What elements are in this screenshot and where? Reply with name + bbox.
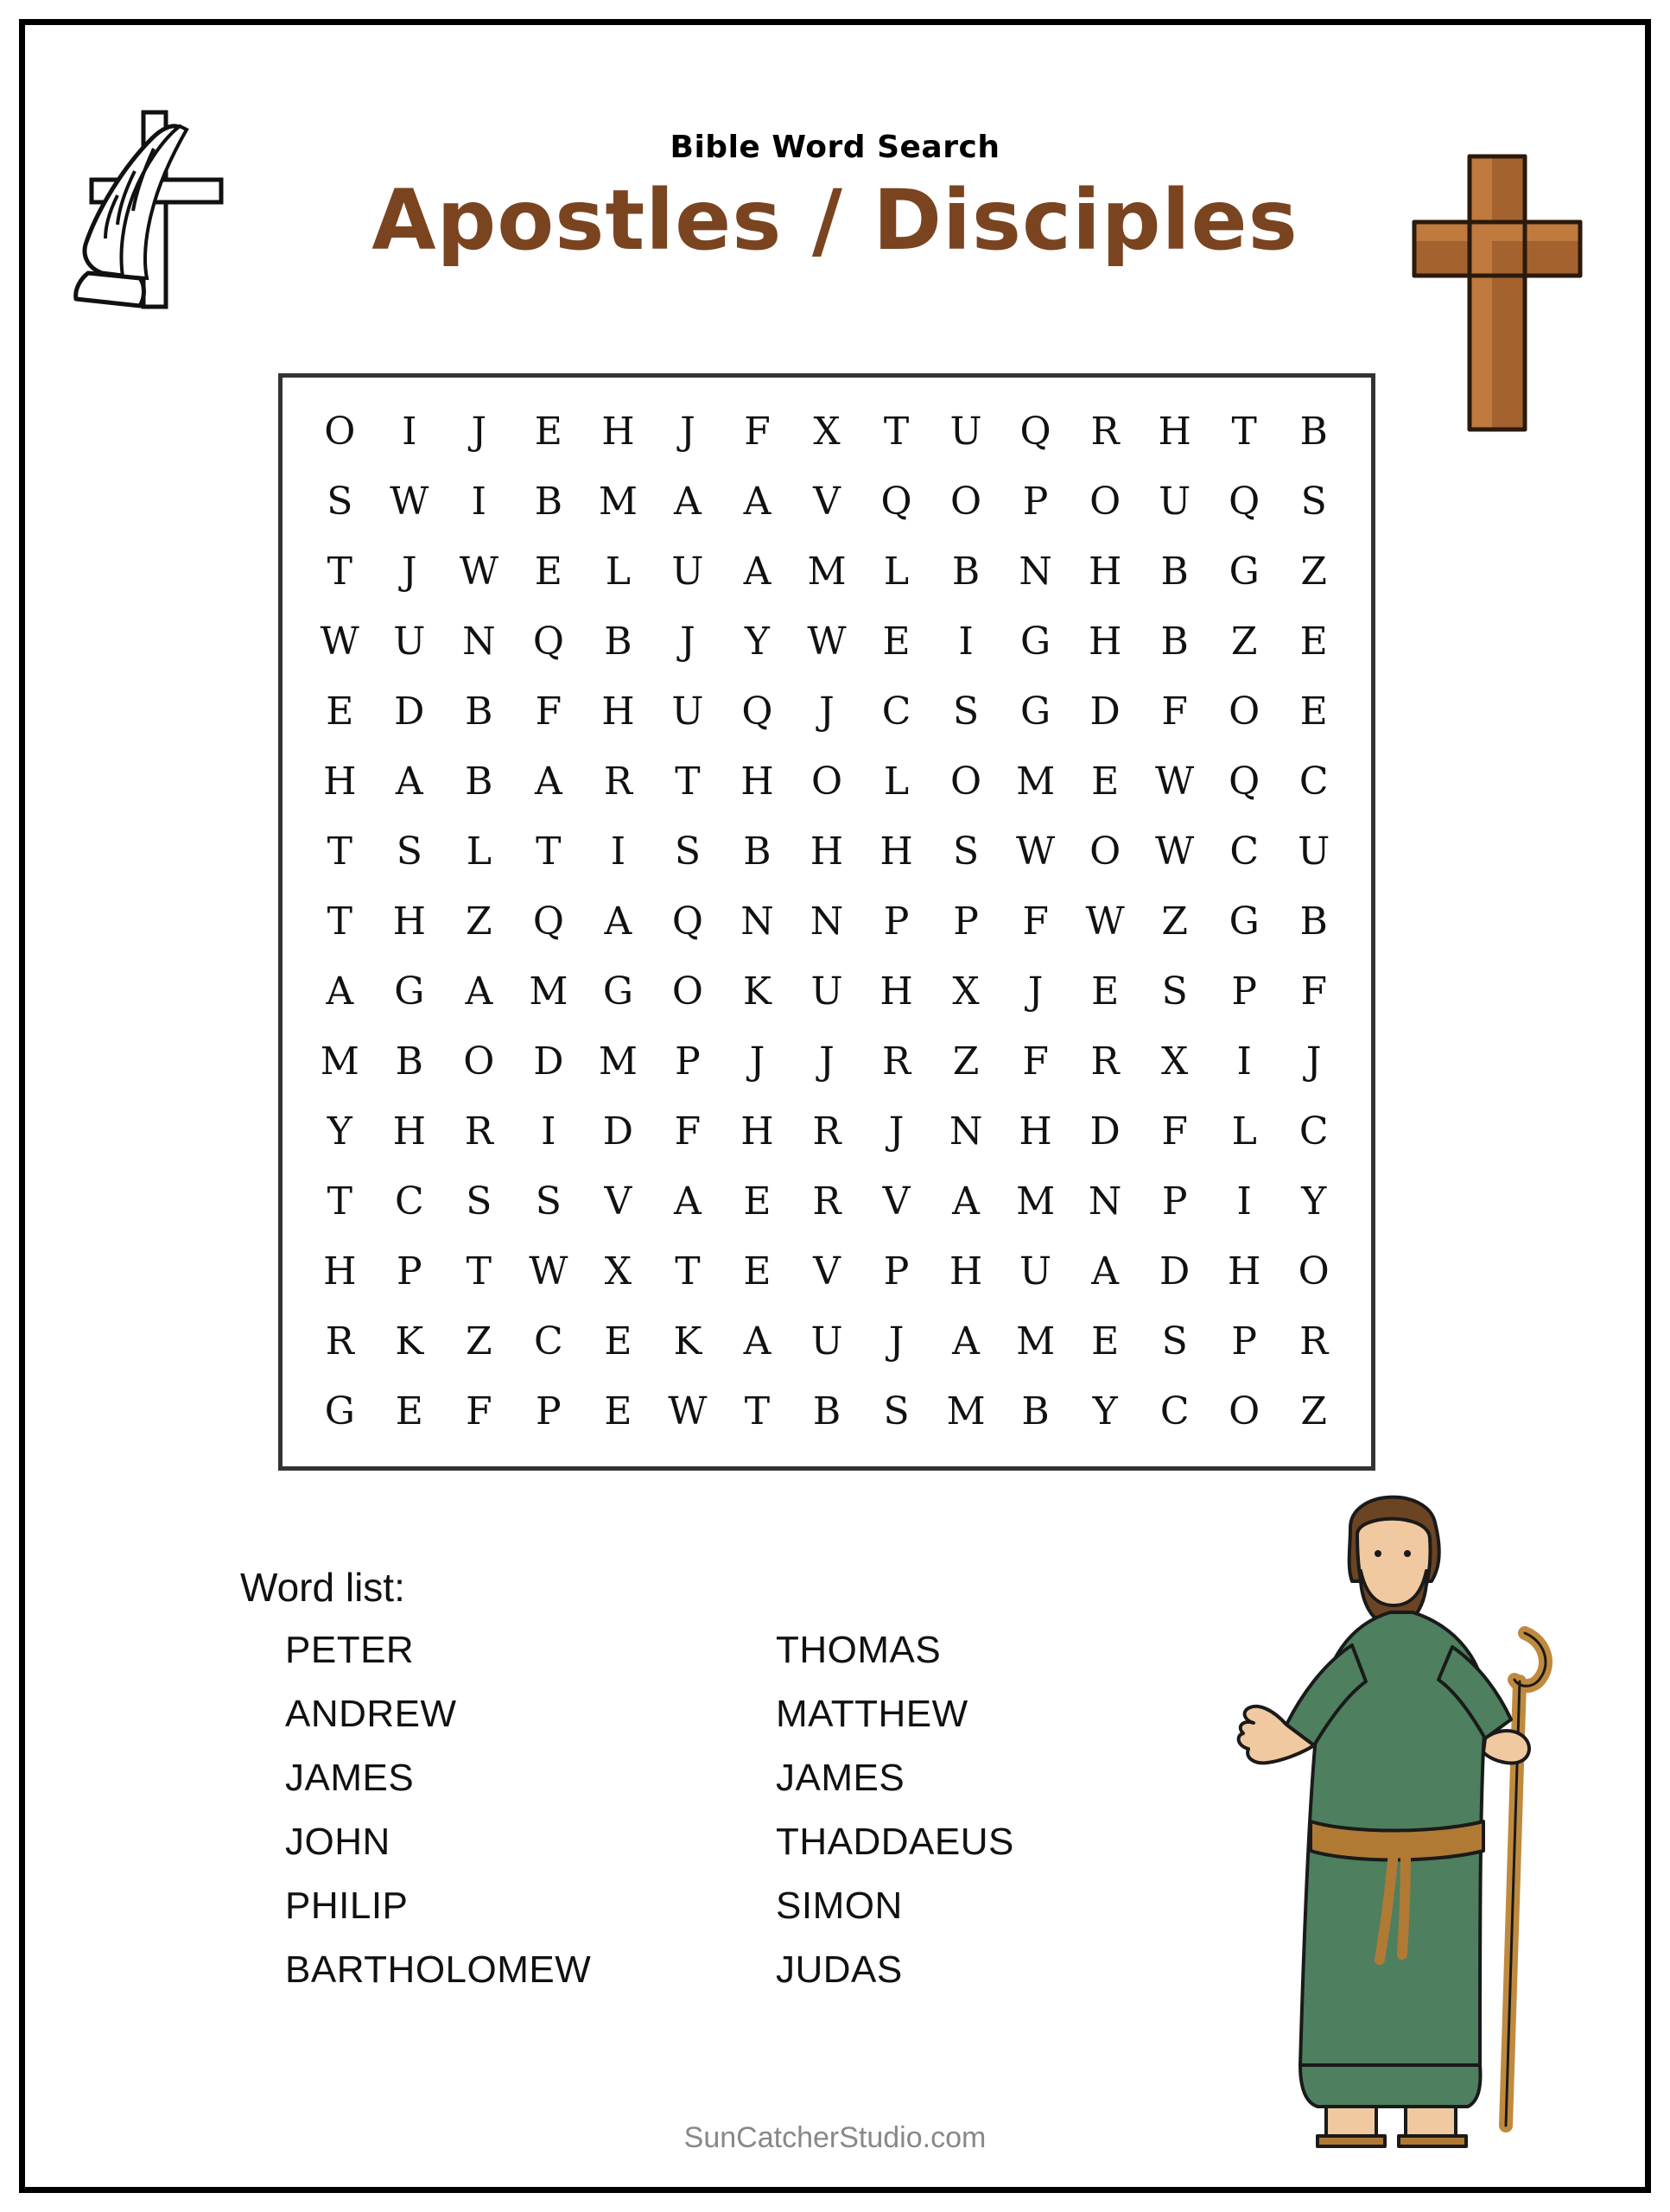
grid-cell: W <box>1015 829 1056 874</box>
grid-cell: H <box>740 759 774 804</box>
grid-cell: N <box>1019 549 1052 594</box>
grid-cell: R <box>464 1109 493 1154</box>
grid-cell: U <box>810 1319 843 1364</box>
grid-cell: O <box>950 479 982 524</box>
grid-cell: Q <box>671 899 703 944</box>
grid-cell: H <box>601 409 635 454</box>
grid-cell: G <box>602 969 633 1014</box>
grid-cell: C <box>534 1319 563 1364</box>
grid-cell: O <box>1298 1249 1330 1294</box>
grid-cell: P <box>536 1389 562 1434</box>
grid-cell: J <box>888 1319 905 1364</box>
grid-cell: V <box>813 1249 841 1294</box>
grid-cell: M <box>807 549 847 594</box>
grid-cell: M <box>598 1039 638 1084</box>
grid-cell: W <box>1155 759 1195 804</box>
grid-cell: L <box>1231 1109 1257 1154</box>
grid-cell: D <box>394 689 425 734</box>
grid-cell: Q <box>880 479 912 524</box>
grid-cell: Q <box>532 899 564 944</box>
grid-cell: H <box>810 829 844 874</box>
grid-cell: B <box>1160 619 1189 664</box>
grid-cell: B <box>743 829 772 874</box>
grid-cell: C <box>1299 759 1329 804</box>
grid-cell: D <box>533 1039 564 1084</box>
grid-cell: R <box>1090 409 1120 454</box>
grid-cell: M <box>320 1039 359 1084</box>
grid-cell: P <box>1231 1319 1257 1364</box>
grid-cell: S <box>1300 479 1327 524</box>
grid-cell: I <box>958 619 974 664</box>
grid-cell: G <box>394 969 425 1014</box>
grid-cell: P <box>1022 479 1049 524</box>
grid-cell: O <box>1229 689 1260 734</box>
grid-cell: P <box>1161 1179 1188 1224</box>
grid-cell: H <box>1088 619 1122 664</box>
grid-cell: D <box>1089 1109 1121 1154</box>
grid-cell: O <box>1089 479 1121 524</box>
grid-cell: E <box>1091 1319 1120 1364</box>
grid-cell: X <box>604 1249 632 1294</box>
grid-cell: Z <box>952 1039 980 1084</box>
grid-cell: J <box>401 549 417 594</box>
grid-cell: T <box>675 759 701 804</box>
grid-cell: M <box>598 479 638 524</box>
wordlist <box>285 1629 1149 1992</box>
grid-cell: I <box>610 829 626 874</box>
grid-cell: S <box>952 689 980 734</box>
grid-cell: X <box>813 409 841 454</box>
grid-cell: J <box>888 1109 905 1154</box>
grid-cell: H <box>949 1249 983 1294</box>
grid-cell: A <box>743 1319 772 1364</box>
grid-cell: Z <box>1300 549 1327 594</box>
grid-cell: J <box>819 1039 835 1084</box>
grid-cell: I <box>1236 1179 1252 1224</box>
grid-cell: U <box>671 689 704 734</box>
grid-cell: C <box>1159 1389 1190 1434</box>
grid-cell: I <box>402 409 417 454</box>
grid-cell: H <box>879 829 913 874</box>
grid-cell: A <box>674 479 702 524</box>
grid-cell: A <box>1091 1249 1120 1294</box>
word-list-item: ANDREW <box>285 1693 457 1735</box>
page-title: Apostles / Disciples <box>371 172 1299 269</box>
grid-cell: C <box>1229 829 1260 874</box>
grid-cell: T <box>327 1179 352 1224</box>
grid-cell: S <box>952 829 980 874</box>
grid-cell: N <box>462 619 496 664</box>
grid-cell: G <box>1020 689 1051 734</box>
grid-cell: T <box>744 1389 771 1434</box>
grid-cell: B <box>1160 549 1189 594</box>
grid-cell: B <box>465 689 493 734</box>
grid-cell: E <box>395 1389 423 1434</box>
grid-cell: U <box>810 969 843 1014</box>
grid-cell: W <box>320 619 359 664</box>
grid-cell: Z <box>466 1319 492 1364</box>
grid-cell: E <box>604 1319 632 1364</box>
grid-cell: Q <box>532 619 564 664</box>
grid-cell: S <box>883 1389 910 1434</box>
word-list-item: JUDAS <box>776 1948 903 1991</box>
apostle-figure-icon <box>1221 1460 1592 2152</box>
grid-cell: W <box>529 1249 568 1294</box>
grid-cell: L <box>605 549 631 594</box>
grid-cell: B <box>812 1389 841 1434</box>
grid-cell: Q <box>1019 409 1051 454</box>
grid-cell: H <box>323 759 357 804</box>
grid-cell: R <box>812 1109 841 1154</box>
grid-cell: V <box>882 1179 911 1224</box>
grid-cell: Y <box>1092 1389 1118 1434</box>
grid-cell: E <box>743 1249 772 1294</box>
grid-cell: F <box>1300 969 1327 1014</box>
grid-cell: F <box>1022 899 1049 944</box>
grid-cell: U <box>949 409 982 454</box>
grid-cell: R <box>1299 1319 1329 1364</box>
grid-cell: F <box>1022 1039 1049 1084</box>
grid-cell: E <box>743 1179 772 1224</box>
grid-cell: F <box>535 689 562 734</box>
grid-cell: P <box>953 899 979 944</box>
grid-cell: E <box>1091 759 1120 804</box>
grid-cell: H <box>601 689 635 734</box>
grid-cell: A <box>326 969 354 1014</box>
grid-cell: V <box>604 1179 632 1224</box>
eyebrow-text: Bible Word Search <box>670 130 1000 165</box>
grid-cell: E <box>604 1389 632 1434</box>
grid-cell: L <box>883 759 910 804</box>
grid-cell: S <box>396 829 422 874</box>
grid-cell: P <box>883 899 910 944</box>
grid-cell: K <box>673 1319 702 1364</box>
grid-cell: O <box>324 409 356 454</box>
grid-cell: D <box>1159 1249 1191 1294</box>
grid-cell: A <box>952 1319 980 1364</box>
grid-cell: S <box>1161 969 1188 1014</box>
word-list-item: THADDAEUS <box>776 1821 1014 1863</box>
grid-cell: T <box>466 1249 492 1294</box>
grid-cell: I <box>1236 1039 1252 1084</box>
grid-cell: P <box>883 1249 910 1294</box>
grid-cell: J <box>680 409 695 454</box>
grid-cell: O <box>671 969 703 1014</box>
grid-cell: E <box>534 409 562 454</box>
grid-cell: P <box>675 1039 701 1084</box>
grid-cell: U <box>1298 829 1330 874</box>
grid-cell: T <box>327 899 352 944</box>
word-list-item: JAMES <box>285 1757 415 1799</box>
grid-cell: I <box>471 479 487 524</box>
grid-cell: A <box>395 759 423 804</box>
word-list-item: JAMES <box>776 1757 905 1799</box>
grid-cell: C <box>881 689 911 734</box>
grid-cell: C <box>394 1179 424 1224</box>
grid-cell: B <box>604 619 632 664</box>
grid-cell: U <box>1019 1249 1052 1294</box>
grid-cell: K <box>743 969 772 1014</box>
grid-cell: B <box>465 759 493 804</box>
grid-cell: A <box>604 899 632 944</box>
grid-cell: E <box>1299 689 1328 734</box>
grid-cell: Q <box>741 689 773 734</box>
grid-cell: H <box>323 1249 357 1294</box>
grid-cell: J <box>749 1039 765 1084</box>
grid-cell: H <box>1158 409 1191 454</box>
grid-cell: J <box>471 409 487 454</box>
grid-cell: W <box>668 1389 708 1434</box>
page-header <box>0 130 1670 269</box>
grid-cell: E <box>1299 619 1328 664</box>
grid-cell: A <box>465 969 493 1014</box>
grid-cell: W <box>807 619 847 664</box>
grid-cell: T <box>883 409 910 454</box>
grid-cell: H <box>1019 1109 1052 1154</box>
grid-cell: S <box>674 829 701 874</box>
grid-cell: F <box>466 1389 492 1434</box>
grid-cell: R <box>1090 1039 1120 1084</box>
word-list-item: MATTHEW <box>776 1693 968 1735</box>
grid-cell: C <box>1299 1109 1329 1154</box>
grid-cell: M <box>1016 1319 1056 1364</box>
grid-cell: B <box>1299 899 1328 944</box>
grid-cell: B <box>1299 409 1328 454</box>
grid-cell: T <box>327 829 352 874</box>
grid-cell: I <box>541 1109 556 1154</box>
grid-cell: D <box>1089 689 1121 734</box>
grid-cell: L <box>883 549 910 594</box>
grid-cell: X <box>1160 1039 1189 1084</box>
grid-cell: Z <box>1161 899 1188 944</box>
grid-cell: N <box>810 899 844 944</box>
grid-cell: H <box>740 1109 774 1154</box>
grid-cell: A <box>743 479 772 524</box>
grid-cell: Z <box>1300 1389 1327 1434</box>
grid-cell: B <box>1021 1389 1050 1434</box>
word-list-item: PHILIP <box>285 1885 409 1927</box>
grid-cell: Q <box>1229 759 1260 804</box>
grid-cell: R <box>325 1319 354 1364</box>
grid-cell: T <box>675 1249 701 1294</box>
grid-cell: E <box>1091 969 1120 1014</box>
word-list-item: JOHN <box>285 1821 391 1863</box>
grid-cell: H <box>1088 549 1122 594</box>
grid-cell: L <box>466 829 492 874</box>
grid-cell: E <box>882 619 911 664</box>
footer-credit: SunCatcherStudio.com <box>683 2121 987 2154</box>
grid-cell: A <box>674 1179 702 1224</box>
grid-cell: V <box>813 479 841 524</box>
grid-cell: U <box>1159 479 1191 524</box>
grid-cell: E <box>326 689 354 734</box>
grid-cell: S <box>466 1179 492 1224</box>
grid-cell: F <box>1161 689 1188 734</box>
grid-cell: O <box>950 759 982 804</box>
grid-cell: J <box>1027 969 1044 1014</box>
grid-cell: T <box>1231 409 1257 454</box>
grid-cell: B <box>395 1039 423 1084</box>
word-list-item: PETER <box>285 1629 415 1671</box>
grid-cell: W <box>390 479 429 524</box>
grid-cell: Y <box>1301 1179 1327 1224</box>
wordlist-label: Word list: <box>240 1565 405 1610</box>
word-list-item: BARTHOLOMEW <box>285 1948 592 1991</box>
grid-cell: F <box>674 1109 702 1154</box>
grid-cell: M <box>1016 1179 1056 1224</box>
grid-cell: G <box>324 1389 355 1434</box>
grid-cell: H <box>1228 1249 1261 1294</box>
grid-cell: Y <box>744 619 770 664</box>
grid-cell: G <box>1020 619 1051 664</box>
grid-cell: D <box>602 1109 634 1154</box>
grid-cell: U <box>393 619 426 664</box>
word-list-item: THOMAS <box>776 1629 942 1671</box>
grid-cell: E <box>534 549 562 594</box>
grid-cell: U <box>671 549 704 594</box>
grid-cell: Q <box>1229 479 1260 524</box>
grid-cell: H <box>392 899 426 944</box>
grid-cell: T <box>327 549 352 594</box>
grid-cell: O <box>810 759 843 804</box>
grid-cell: Z <box>466 899 492 944</box>
grid-cell: Z <box>1230 619 1258 664</box>
grid-cell: A <box>743 549 772 594</box>
grid-cell: J <box>1305 1039 1322 1084</box>
grid-cell: Y <box>327 1109 352 1154</box>
word-search-grid <box>278 373 1375 1471</box>
grid-cell: W <box>1155 829 1195 874</box>
grid-cell: O <box>1229 1389 1260 1434</box>
grid-cell: M <box>529 969 568 1014</box>
grid-cell: G <box>1229 899 1260 944</box>
grid-cell: T <box>536 829 562 874</box>
grid-cell: S <box>1161 1319 1188 1364</box>
grid-cell: R <box>603 759 632 804</box>
grid-cell: M <box>946 1389 986 1434</box>
grid-cell: M <box>1016 759 1056 804</box>
grid-cell: B <box>951 549 981 594</box>
grid-cell: P <box>396 1249 422 1294</box>
grid-cell: F <box>744 409 771 454</box>
grid-cell: W <box>1085 899 1125 944</box>
grid-cell: X <box>952 969 980 1014</box>
grid-cell: N <box>949 1109 983 1154</box>
grid-cell: S <box>327 479 353 524</box>
grid-cell: N <box>740 899 774 944</box>
grid-cell: A <box>534 759 562 804</box>
grid-cell: A <box>952 1179 980 1224</box>
word-list-item: SIMON <box>776 1885 903 1927</box>
grid-cell: G <box>1229 549 1260 594</box>
grid-cell: K <box>395 1319 424 1364</box>
grid-cell: N <box>1088 1179 1122 1224</box>
grid-cell: R <box>812 1179 841 1224</box>
grid-cell: J <box>819 689 835 734</box>
grid-cell: S <box>535 1179 562 1224</box>
grid-cell: F <box>1161 1109 1188 1154</box>
grid-cell: H <box>392 1109 426 1154</box>
grid-cell: P <box>1231 969 1257 1014</box>
grid-cell: B <box>534 479 563 524</box>
grid-cell: J <box>680 619 695 664</box>
grid-cell: W <box>459 549 498 594</box>
grid-cell: O <box>1089 829 1121 874</box>
grid-cell: R <box>881 1039 911 1084</box>
grid-cell: O <box>463 1039 495 1084</box>
grid-cell: H <box>879 969 913 1014</box>
